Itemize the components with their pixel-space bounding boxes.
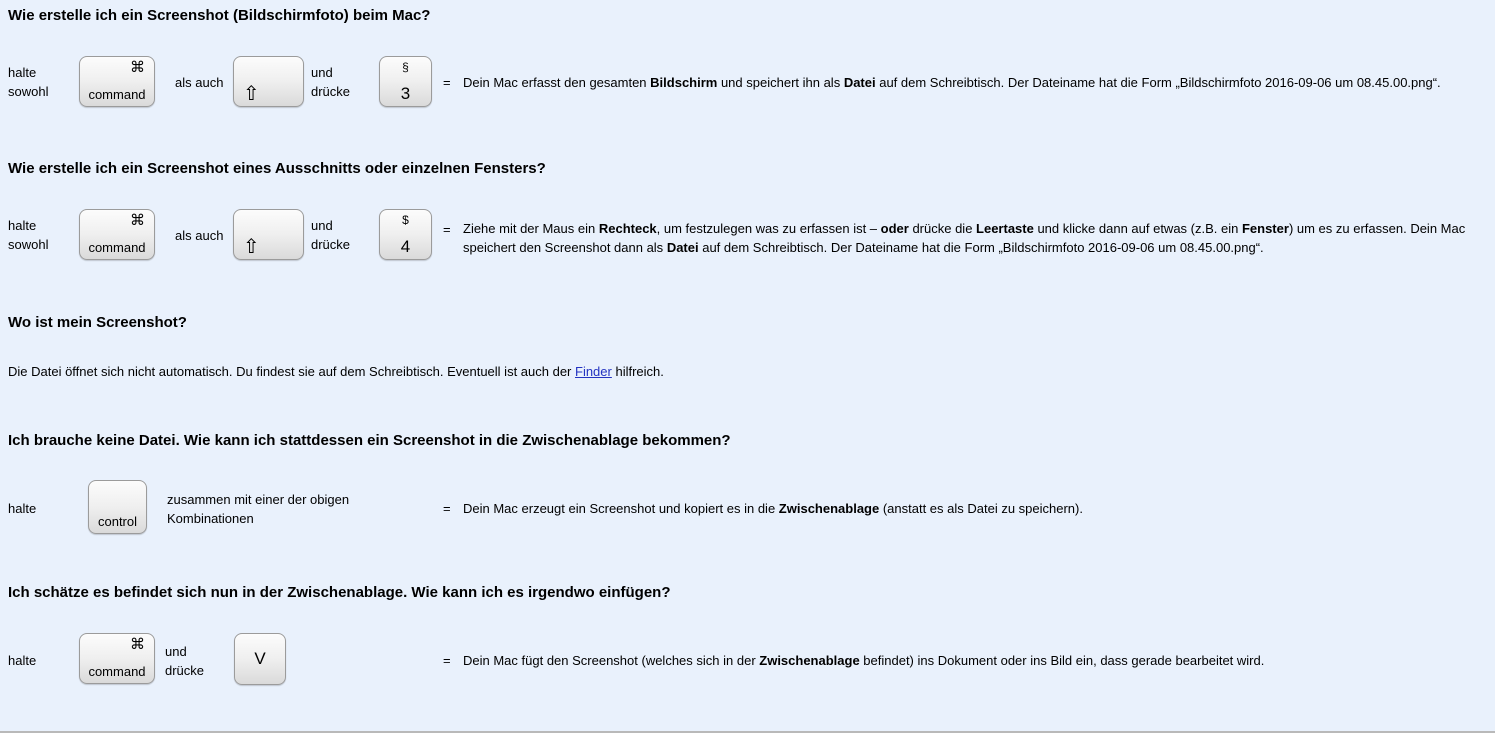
equals-sign: = — [443, 222, 451, 237]
emphasized-text: Zwischenablage — [778, 501, 880, 516]
text-segment: (anstatt es als Datei zu speichern). — [879, 501, 1083, 516]
emphasized-text: Fenster — [1241, 221, 1289, 236]
section-5-heading: Ich schätze es befindet sich nun in der Zwischenablage. Wie kann ich es irgendwo einfügen? — [8, 584, 671, 601]
hold-label-line: halte — [8, 218, 37, 233]
text-segment: und speichert ihn als — [717, 75, 844, 90]
key-3-label: 3 — [400, 84, 411, 103]
hold-label — [8, 63, 48, 101]
key-4 — [379, 209, 432, 260]
shift-icon: ⇧ — [243, 236, 260, 258]
hold-label-line: halte — [8, 65, 37, 80]
section-2-heading: Wie erstelle ich ein Screenshot eines Ausschnitts oder einzelnen Fensters? — [8, 160, 546, 177]
equals-sign: = — [443, 653, 451, 668]
text-segment: auf dem Schreibtisch. Der Dateiname hat die Form „Bildschirmfoto 2016-09-06 um 08.45.00.png“. — [698, 240, 1264, 255]
with-combinations-line: Kombinationen — [167, 511, 254, 526]
equals-sign: = — [443, 75, 451, 90]
key-4-label: 4 — [400, 237, 411, 256]
and-press-line: und — [311, 218, 333, 233]
text-segment: und klicke dann auf etwas (z.B. ein — [1033, 221, 1242, 236]
control-key — [88, 480, 147, 534]
result-text — [463, 73, 1479, 92]
shift-key — [233, 209, 304, 260]
control-key-label: control — [97, 514, 138, 529]
command-key-label: command — [88, 664, 146, 679]
result-text — [463, 219, 1479, 257]
command-key — [79, 209, 155, 260]
text-segment: Die Datei öffnet sich nicht automatisch. Du findest sie auf dem Schreibtisch. Eventuell ist auch der — [8, 364, 575, 379]
emphasized-text: Leertaste — [976, 221, 1034, 236]
text-segment: Dein Mac erfasst den gesamten — [463, 75, 651, 90]
emphasized-text: Bildschirm — [650, 75, 718, 90]
with-combinations-label — [167, 490, 349, 528]
result-text — [463, 651, 1479, 670]
text-segment: befindet) ins Dokument oder ins Bild ein, dass gerade bearbeitet wird. — [859, 653, 1265, 668]
text-segment: drücke die — [908, 221, 977, 236]
key-3-shift-char: § — [402, 60, 409, 74]
hold-label: halte — [8, 653, 37, 668]
text-segment: auf dem Schreibtisch. Der Dateiname hat die Form „Bildschirmfoto 2016-09-06 um 08.45.00.png“. — [875, 75, 1441, 90]
and-press-line: drücke — [165, 663, 205, 678]
command-key-label: command — [88, 87, 146, 102]
text-segment: Dein Mac fügt den Screenshot (welches sich in der — [463, 653, 760, 668]
hold-label-line: sowohl — [8, 84, 49, 99]
hold-label: halte — [8, 501, 37, 516]
and-press-line: drücke — [311, 84, 351, 99]
command-icon: ⌘ — [130, 212, 145, 229]
section-1-heading: Wie erstelle ich ein Screenshot (Bildschirmfoto) beim Mac? — [8, 7, 431, 24]
text-segment: ) um es zu erfassen. Dein Mac speichert den Screenshot dann als — [463, 221, 1466, 255]
text-segment: hilfreich. — [611, 364, 664, 379]
emphasized-text: Datei — [666, 240, 699, 255]
finder-link[interactable]: Finder — [575, 364, 612, 379]
text-segment: Ziehe mit der Maus ein — [463, 221, 599, 236]
emphasized-text: Rechteck — [598, 221, 657, 236]
command-key — [79, 56, 155, 107]
shift-icon: ⇧ — [243, 83, 260, 105]
result-text — [463, 499, 1479, 518]
and-press-line: und — [165, 644, 187, 659]
v-key — [234, 633, 286, 685]
key-4-shift-char: $ — [402, 213, 409, 227]
and-press-line: und — [311, 65, 333, 80]
section-3-heading: Wo ist mein Screenshot? — [8, 314, 187, 331]
text-segment: Dein Mac erzeugt ein Screenshot und kopiert es in die — [463, 501, 779, 516]
shift-key — [233, 56, 304, 107]
emphasized-text: Datei — [843, 75, 876, 90]
and-press-line: drücke — [311, 237, 351, 252]
and-press-label — [311, 216, 350, 254]
key-3 — [379, 56, 432, 107]
as-well-label: als auch — [175, 75, 224, 90]
section-4-heading: Ich brauche keine Datei. Wie kann ich stattdessen ein Screenshot in die Zwischenablage bekommen? — [8, 432, 731, 449]
hold-label-line: sowohl — [8, 237, 49, 252]
command-icon: ⌘ — [130, 636, 145, 653]
where-paragraph — [8, 362, 1458, 381]
and-press-label — [311, 63, 350, 101]
command-key-label: command — [88, 240, 146, 255]
v-key-label: V — [254, 649, 266, 668]
hold-label — [8, 216, 48, 254]
as-well-label: als auch — [175, 228, 224, 243]
emphasized-text: Zwischenablage — [759, 653, 860, 668]
equals-sign: = — [443, 501, 451, 516]
emphasized-text: oder — [880, 221, 909, 236]
command-icon: ⌘ — [130, 59, 145, 76]
and-press-label — [165, 642, 204, 680]
text-segment: , um festzulegen was zu erfassen ist – — [656, 221, 881, 236]
command-key — [79, 633, 155, 684]
with-combinations-line: zusammen mit einer der obigen — [167, 492, 350, 507]
